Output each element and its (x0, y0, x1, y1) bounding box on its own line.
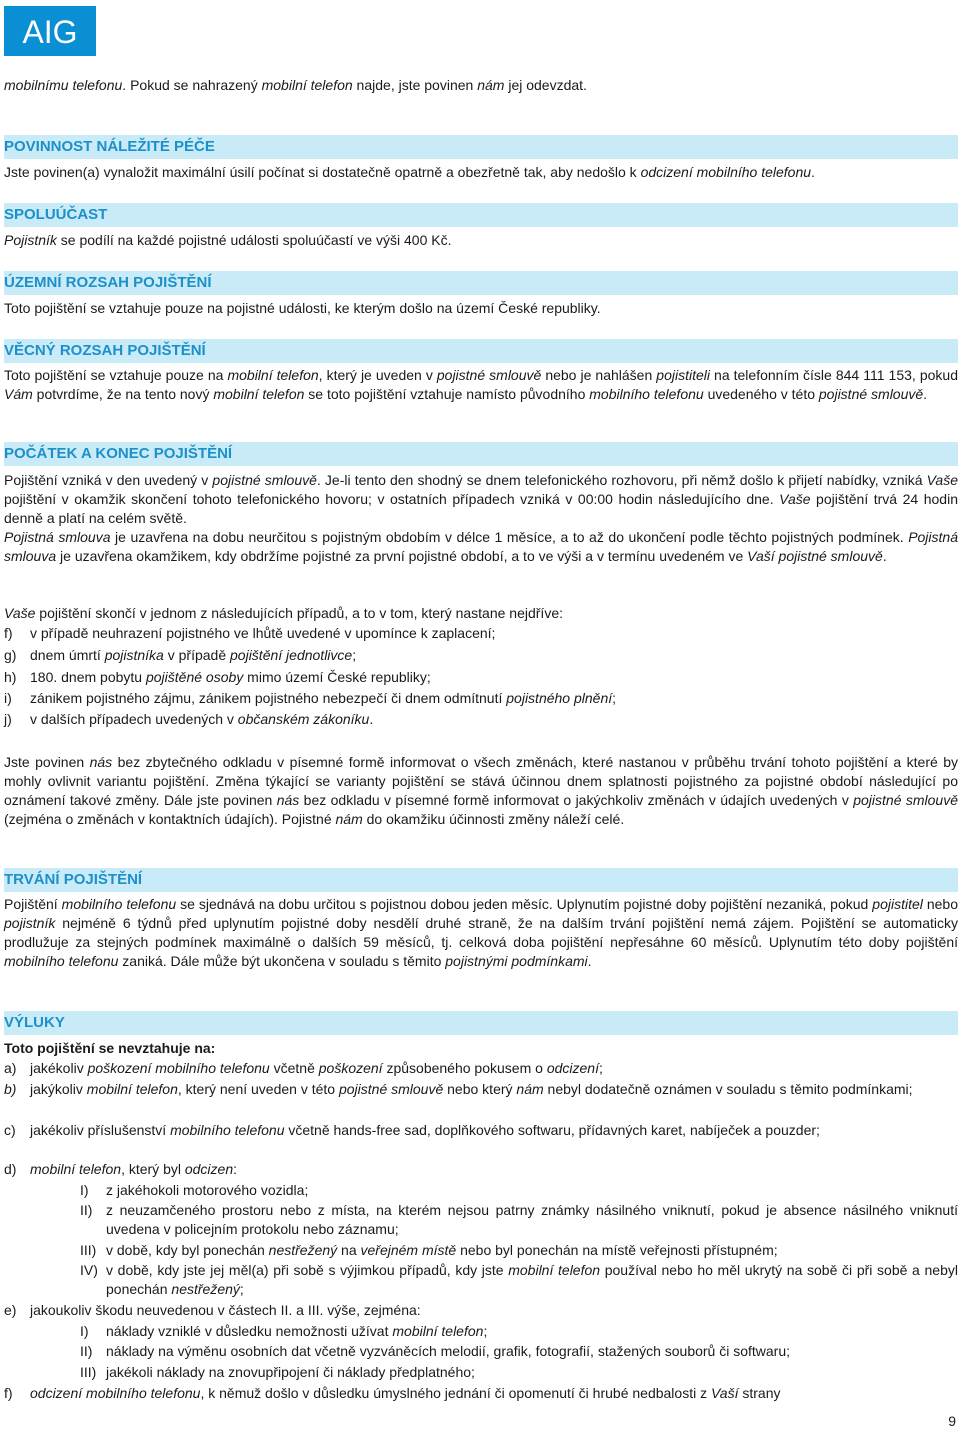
aig-logo (4, 6, 96, 56)
paragraph-change-notice: Jste povinen nás bez zbytečného odkladu v písemné formě informovat o všech změnách, které nastanou v průběhu trvání tohoto pojištění a které by mohly ovlivnit variantu pojištění. Změna týkající se varianty pojištění se stává účinnou dnem splatnosti pojistného za pojistné období následující po oznámení takové změny. Dále jste povinen nás bez odkladu v písemné formě informovat o jakýchkoliv změnách v údajích uvedených v pojistné smlouvě (zejména o změnách v kontaktních údajích). Pojistné nám do okamžiku účinnosti změny náleží celé. (4, 754, 959, 827)
paragraph-material-scope: Toto pojištění se vztahuje pouze na mobilní telefon, který je uveden v pojistné smlouvě nebo je nahlášen pojistiteli na telefonním čísle 844 111 153, pokud Vám potvrdíme, že na tento nový mobilní telefon se toto pojištění vztahuje namísto původního mobilního telefonu uvedeného v této pojistné smlouvě. (4, 367, 958, 402)
paragraph-intro: mobilnímu telefonu. Pokud se nahrazený mobilní telefon najde, jste povinen nám jej odevzdat. (4, 77, 587, 93)
exclusions-intro: Toto pojištění se nevztahuje na: (4, 1040, 216, 1056)
paragraph-start: Pojištění vzniká v den uvedený v pojistné smlouvě. Je-li tento den shodný se dnem telefonického rozhovoru, při němž došlo k přijetí nabídky, vzniká Vaše pojištění v okamžik skončení tohoto telefonického hovoru; v ostatních případech vzniká v 00:00 hodin následujícího dne. Vaše pojištění trvá 24 hodin denně a platí na celém světě. (4, 472, 958, 526)
paragraph-deductible: Pojistník se podílí na každé pojistné události spoluúčastí ve výši 400 Kč. (4, 232, 452, 248)
paragraph-termination-intro: Vaše pojištění skončí v jednom z následujících případů, a to v tom, který nastane nejdříve: (4, 605, 564, 621)
section-heading-deductible: SPOLUÚČAST (4, 203, 958, 227)
logo-text: AIG (22, 14, 78, 50)
section-heading-exclusions: VÝLUKY (4, 1011, 958, 1035)
section-heading-duration: TRVÁNÍ POJIŠTĚNÍ (4, 868, 958, 892)
paragraph-duty-of-care: Jste povinen(a) vynaložit maximální úsilí počínat si dostatečně opatrně a obezřetně tak, aby nedošlo k odcizení mobilního telefonu. (4, 164, 815, 180)
section-heading-material-scope: VĚCNÝ ROZSAH POJIŠTĚNÍ (4, 339, 958, 363)
paragraph-duration: Pojištění mobilního telefonu se sjednává na dobu určitou s pojistnou dobou jeden měsíc. Uplynutím pojistné doby pojištění nezaniká, pokud pojistitel nebo pojistník nejméně 6 týdnů před uplynutím pojistné doby nesdělí druhé straně, že na dalším trvání pojištění nemá zájem. Pojištění se automaticky prodlužuje za stejných podmínek maximálně o dalších 59 měsíců, tj. celková doba pojištění nepřesáhne 60 měsíců. Uplynutím této doby pojištění mobilního telefonu zaniká. Dále může být ukončena v souladu s těmito pojistnými podmínkami. (4, 896, 958, 969)
section-heading-duty-of-care: POVINNOST NÁLEŽITÉ PÉČE (4, 135, 958, 159)
page-number: 9 (948, 1413, 956, 1429)
paragraph-contract: Pojistná smlouva je uzavřena na dobu neurčitou s pojistným obdobím v délce 1 měsíce, a to až do ukončení podle těchto pojistných podmínek. Pojistná smlouva je uzavřena okamžikem, kdy obdržíme pojistné za první pojistné období, a to ve výši a v termínu uvedeném ve Vaší pojistné smlouvě. (4, 529, 958, 564)
section-heading-start-end: POČÁTEK A KONEC POJIŠTĚNÍ (4, 442, 958, 466)
paragraph-territorial-scope: Toto pojištění se vztahuje pouze na pojistné události, ke kterým došlo na území České republiky. (4, 300, 601, 316)
section-heading-territorial-scope: ÚZEMNÍ ROZSAH POJIŠTĚNÍ (4, 271, 958, 295)
